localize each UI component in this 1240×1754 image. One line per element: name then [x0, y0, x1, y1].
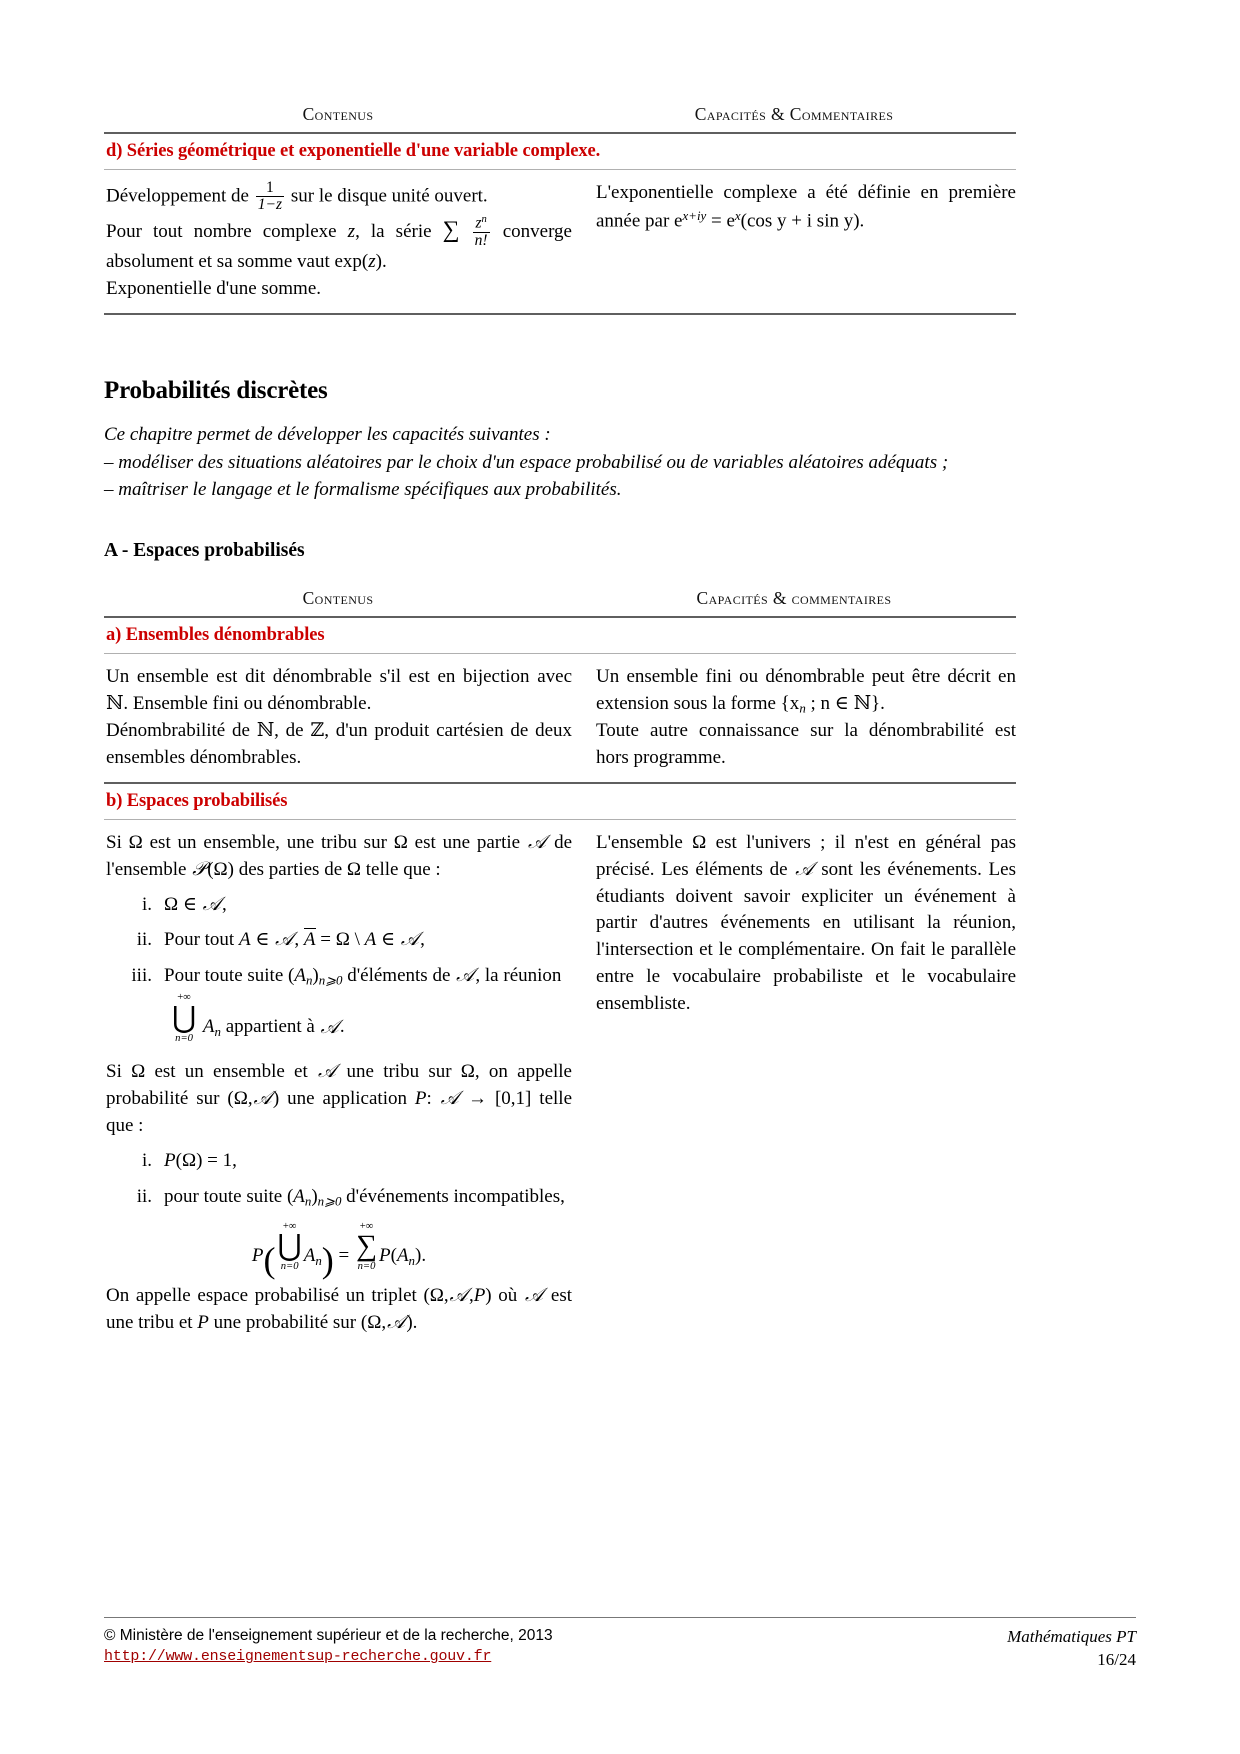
footer-right — [1007, 1627, 1136, 1670]
cell-capacites-d: L'exponentielle complexe a été définie en première année par $e^{x+iy} = e^x(\cos$ y + i sin y). — [596, 182, 1016, 232]
page-title: Probabilités discrètes — [104, 377, 328, 405]
para-hors-programme: Toute autre connaissance sur la dénombrabilité est hors programme. — [596, 719, 1016, 768]
tribu-axioms-list — [106, 892, 572, 1045]
table-row — [104, 654, 1016, 783]
fraction-numerator: $z^n$ — [475, 213, 487, 232]
script-a-symbol: 𝒜 — [527, 831, 547, 853]
subsection-heading-d-label: d) Séries géométrique et exponentielle d'une variable complexe. — [106, 141, 601, 161]
subsection-heading-b-label: b) Espaces probabilisés — [106, 790, 288, 811]
column-header-capacites: Capacités & Commentaires — [694, 104, 894, 124]
list-item — [106, 1184, 572, 1211]
fraction-denominator: n! — [474, 231, 488, 249]
fraction-denominator: 1−z — [257, 196, 283, 214]
table-row — [104, 820, 1016, 1348]
chapter-intro-lead: Ce chapitre permet de développer les capacités suivantes : — [104, 424, 551, 446]
line-exponentielle-somme: Exponentielle d'une somme. — [106, 278, 322, 300]
subsection-heading-b — [104, 784, 1016, 820]
powerset-symbol: 𝒫 — [192, 858, 207, 880]
axiom-ii-text: Pour tout A ∈ 𝒜, A = Ω \ A ∈ 𝒜, — [164, 929, 425, 951]
sum-symbol: ∑ — [442, 216, 460, 243]
subsection-heading-a-label: a) Ensembles dénombrables — [106, 624, 325, 645]
table-header-row — [104, 588, 1016, 617]
union-display: +∞ ⋃ n=0 $A_n$ appartient à 𝒜. — [172, 992, 345, 1044]
sum-operator: +∞ ∑ n=0 — [356, 1220, 377, 1272]
union-operator: +∞ ⋃ n=0 — [172, 992, 197, 1044]
exponent-x: x — [734, 207, 741, 223]
table-series-geometrique — [104, 104, 1016, 315]
para-extension: Un ensemble fini ou dénombrable peut être décrit en extension sous la forme {$x_n$ ; n ∈ ℕ}. — [596, 665, 1016, 716]
exponent-x-plus-iy: x+iy — [682, 207, 707, 223]
list-marker: i. — [141, 1149, 152, 1171]
footer-left — [104, 1627, 553, 1665]
list-marker: ii. — [136, 1185, 152, 1207]
cell-capacites-a — [572, 654, 1016, 783]
cell-contenus-d — [104, 170, 572, 314]
footer-journal-title: Mathématiques PT — [1007, 1627, 1136, 1646]
line-pour-tout-nombre-complexe: Pour tout nombre complexe z, la série ∑ $\frac{z^n}{n!}$ converge absolument et sa somme vaut exp(z). — [106, 213, 572, 273]
list-marker: iii. — [131, 965, 152, 987]
cell-contenus-a — [104, 654, 572, 783]
table-row — [104, 170, 1016, 314]
union-operator: +∞ ⋃ n=0 — [277, 1220, 302, 1272]
probability-axioms-list — [106, 1148, 572, 1211]
footer-url-link[interactable]: http://www.enseignementsup-recherche.gouv.fr — [104, 1648, 492, 1665]
para-univers: L'ensemble Ω est l'univers ; il n'est en général pas précisé. Les éléments de 𝒜 sont les événements. Les étudiants doivent savoir expliciter un événement à partir d'autres événements en utilisant la réunion, l'intersection et le complémentaire. On fait le parallèle entre le vocabulaire probabiliste et le vocabulaire ensembliste. — [596, 831, 1016, 1015]
line-developpement: Développement de $\frac{1}{1-z}$ sur le disque unité ouvert. — [106, 179, 488, 214]
subsection-heading-a — [104, 618, 1016, 654]
fraction-z-n-over-n-factorial — [473, 214, 490, 249]
chapter-bullet-1: – modéliser des situations aléatoires par le choix d'un espace probabilisé ou de variables aléatoires adéquats ; — [104, 451, 949, 473]
list-item — [106, 892, 572, 919]
axiom-i-text: Ω ∈ 𝒜, — [164, 893, 227, 915]
axiom-iii-text: Pour toute suite $(A_n)_{n⩾0}$ d'éléments de 𝒜, la réunion +∞ ⋃ n=0 $A_n$ appartient à 𝒜. — [164, 965, 572, 1044]
subscript-n: n — [799, 700, 806, 716]
spacer — [104, 315, 1136, 377]
complement-overline: A — [303, 929, 316, 951]
prob-axiom-ii-text: pour toute suite $(A_n)_{n⩾0}$ d'événements incompatibles, — [164, 1185, 565, 1209]
chapter-bullet-2: – maîtriser le langage et le formalisme spécifiques aux probabilités. — [104, 479, 622, 501]
column-header-contenus: Contenus — [302, 104, 374, 124]
table-espaces-probabilises — [104, 588, 1016, 1347]
table-header-row — [104, 104, 1016, 133]
list-item — [106, 963, 572, 1044]
subsection-heading-d — [104, 134, 1016, 170]
section-heading-a: A - Espaces probabilisés — [104, 539, 305, 561]
footer-copyright: © Ministère de l'enseignement supérieur et de la recherche, 2013 — [104, 1627, 553, 1644]
cell-capacites-b — [572, 820, 1016, 1348]
chapter-intro — [104, 421, 1136, 504]
para-probabilite-definition: Si Ω est un ensemble et 𝒜 une tribu sur Ω, on appelle probabilité sur (Ω,𝒜) une application P: 𝒜 → [0,1] telle que : — [106, 1060, 572, 1136]
list-item — [106, 1148, 572, 1175]
list-item — [106, 927, 572, 954]
list-marker: ii. — [136, 929, 152, 951]
display-equation-sigma-additivity: P( +∞ ⋃ n=0 $A_n$) = +∞ ∑ n=0 $P(A_n)$. — [251, 1220, 427, 1280]
para-dénombrable-2: Dénombrabilité de ℕ, de ℤ, d'un produit cartésien de deux ensembles dénombrables. — [106, 719, 572, 768]
column-header-contenus: Contenus — [302, 587, 374, 608]
para-tribu-definition: Si Ω est un ensemble, une tribu sur Ω est une partie 𝒜 de l'ensemble 𝒫(Ω) des parties de Ω telle que : — [106, 831, 572, 880]
footer-page-number: 16/24 — [1097, 1650, 1136, 1669]
cell-contenus-b — [104, 820, 572, 1348]
prob-axiom-i-text: P(Ω) = 1, — [164, 1149, 237, 1171]
page-footer — [104, 1617, 1136, 1670]
para-dénombrable-1: Un ensemble est dit dénombrable s'il est en bijection avec ℕ. Ensemble fini ou dénombrable. — [106, 665, 572, 714]
list-marker: i. — [141, 893, 152, 915]
fraction-numerator: 1 — [266, 179, 274, 196]
para-espace-probabilise: On appelle espace probabilisé un triplet (Ω,𝒜,P) où 𝒜 est une tribu et P une probabilité sur (Ω,𝒜). — [106, 1285, 572, 1334]
column-header-capacites: Capacités & commentaires — [696, 587, 892, 608]
fraction-1-over-1-minus-z — [256, 180, 284, 214]
